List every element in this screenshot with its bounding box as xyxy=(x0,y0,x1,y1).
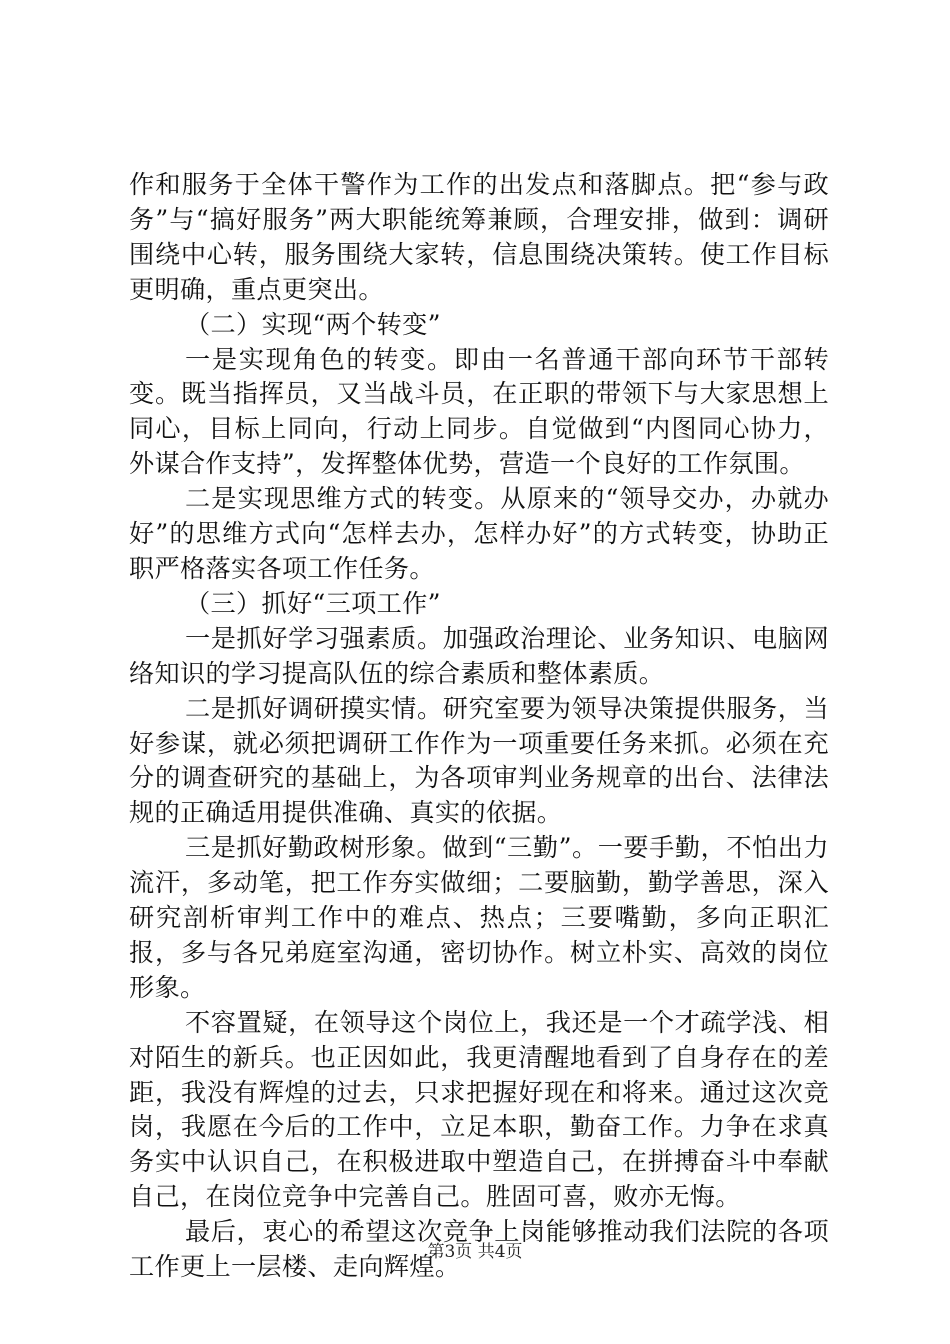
paragraph-study: 一是抓好学习强素质。加强政治理论、业务知识、电脑网络知识的学习提高队伍的综合素质和整体素质。 xyxy=(129,623,829,688)
section-heading-two: （二）实现“两个转变” xyxy=(185,309,441,339)
paragraph-diligence: 三是抓好勤政树形象。做到“三勤”。一要手勤，不怕出力流汗，多动笔，把工作夯实做细；二要脑勤，勤学善思，深入研究剖析审判工作中的难点、热点；三要嘴勤，多向正职汇报，多与各兄弟庭室沟通，密切协作。树立朴实、高效的岗位形象。 xyxy=(129,833,829,1002)
section-heading-three: （三）抓好“三项工作” xyxy=(185,588,441,618)
page-footer: 第3页 共4页 xyxy=(427,1242,523,1262)
paragraph-continuation: 作和服务于全体干警作为工作的出发点和落脚点。把“参与政务”与“搞好服务”两大职能统筹兼顾，合理安排，做到：调研围绕中心转，服务围绕大家转，信息围绕决策转。使工作目标更明确，重点更突出。 xyxy=(129,170,829,304)
paragraph-research: 二是抓好调研摸实情。研究室要为领导决策提供服务，当好参谋，就必须把调研工作作为一项重要任务来抓。必须在充分的调查研究的基础上，为各项审判业务规章的出台、法律法规的正确适用提供准确、真实的依据。 xyxy=(129,693,829,828)
paragraph-thinking-change: 二是实现思维方式的转变。从原来的“领导交办，办就办好”的思维方式向“怎样去办，怎样办好”的方式转变，协助正职严格落实各项工作任务。 xyxy=(129,484,829,583)
paragraph-self-assessment: 不容置疑，在领导这个岗位上，我还是一个才疏学浅、相对陌生的新兵。也正因如此，我更清醒地看到了自身存在的差距，我没有辉煌的过去，只求把握好现在和将来。通过这次竞岗，我愿在今后的工作中，立足本职，勤奋工作。力争在求真务实中认识自己，在积极进取中塑造自己，在拼搏奋斗中奉献自己，在岗位竞争中完善自己。胜固可喜，败亦无悔。 xyxy=(129,1007,829,1212)
paragraph-closing: 最后，衷心的希望这次竞争上岗能够推动我们法院的各项工作更上一层楼、走向辉煌。 xyxy=(129,1217,829,1282)
paragraph-role-change: 一是实现角色的转变。即由一名普通干部向环节干部转变。既当指挥员，又当战斗员，在正职的带领下与大家思想上同心，目标上同向，行动上同步。自觉做到“内图同心协力，外谋合作支持”，发挥整体优势，营造一个良好的工作氛围。 xyxy=(129,344,829,479)
document-body xyxy=(129,168,829,1285)
